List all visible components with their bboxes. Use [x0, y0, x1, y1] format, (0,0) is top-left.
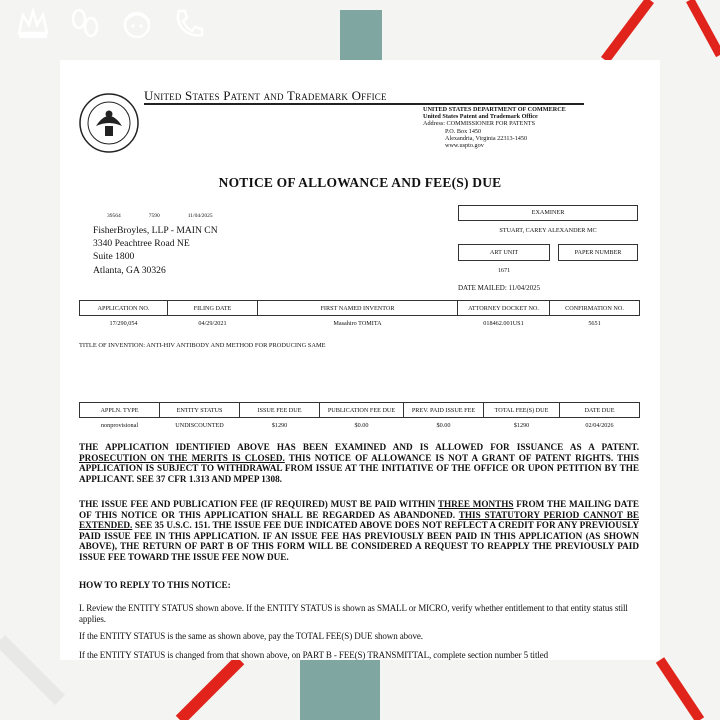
uspto-seal-icon — [78, 92, 140, 154]
paragraph-text: THE APPLICATION IDENTIFIED ABOVE HAS BEEN EXAMINED AND IS ALLOWED FOR ISSUANCE AS A PATENT. — [79, 442, 639, 452]
dept-line: United States Patent and Trademark Office — [423, 113, 538, 121]
address-line — [423, 120, 643, 127]
art-unit-value: 1671 — [497, 267, 511, 274]
office-header: United States Patent and Trademark Office — [144, 88, 387, 103]
address-line: FisherBroyles, LLP - MAIN CN — [93, 225, 218, 236]
recipient-address — [93, 224, 218, 277]
table-cell: $0.00 — [436, 422, 451, 430]
table-cell: $1290 — [271, 422, 288, 430]
department-block — [423, 106, 643, 149]
paragraph-underlined: PROSECUTION ON THE MERITS IS CLOSED. — [79, 452, 285, 463]
table-header: ENTITY STATUS — [160, 403, 240, 418]
teal-shape-top — [340, 10, 382, 60]
paragraph-underlined: THREE MONTHS — [437, 499, 514, 509]
fee-paragraph — [79, 499, 639, 563]
paragraph-text: FROM THE MAILING DATE OF THIS NOTICE OR THIS APPLICATION SHALL BE REGARDED AS ABANDONED. — [79, 499, 639, 520]
customer-number: 39564 — [107, 213, 121, 219]
reply-step: If the ENTITY STATUS is changed from that shown above, on PART B - FEE(S) TRANSMITTAL, complete section number 5 titled — [79, 650, 549, 660]
reply-step: If the ENTITY STATUS is the same as shown above, pay the TOTAL FEE(S) DUE shown above. — [79, 631, 423, 641]
form-code: 7590 — [148, 213, 160, 219]
table-header: PREV. PAID ISSUE FEE — [404, 403, 484, 418]
code-date: 11/04/2025 — [187, 213, 213, 219]
table-cell: 5651 — [588, 320, 601, 328]
table-cell: 04/29/2021 — [198, 320, 227, 328]
fee-table — [79, 402, 640, 434]
address-line: P.O. Box 1450 — [445, 127, 482, 135]
table-header: FIRST NAMED INVENTOR — [258, 301, 458, 316]
address-line: Suite 1800 — [93, 251, 135, 263]
howto-heading: HOW TO REPLY TO THIS NOTICE: — [79, 580, 231, 590]
table-cell: 018462.001US1 — [483, 320, 524, 328]
table-cell: nonprovisional — [100, 422, 139, 430]
paragraph-underlined: THIS STATUTORY PERIOD CANNOT BE EXTENDED. — [79, 509, 640, 531]
paragraph-text: SEE 35 U.S.C. 151. THE ISSUE FEE DUE INDICATED ABOVE DOES NOT REFLECT A CREDIT FOR ANY PREVIOUSLY PAID ISSUE FEE IN THIS APPLICATION. IF AN ISSUE FEE HAS PREVIOUSLY BEEN PAID IN THIS APPLICATION (AS SHOWN ABOVE), THE RETURN OF PART B OF THIS FORM WILL BE CONSIDERED A REQUEST TO REAPPLY THE PREVIOUSLY PAID ISSUE FEE TOWARD THE ISSUE FEE NOW DUE. — [79, 520, 639, 562]
allowance-paragraph — [79, 442, 639, 484]
teal-shape-bottom — [300, 660, 380, 720]
date-mailed: DATE MAILED: 11/04/2025 — [458, 284, 541, 292]
table-header: APPLN. TYPE — [80, 403, 160, 418]
table-cell: Masahiro TOMITA — [333, 320, 382, 328]
examiner-label: EXAMINER — [458, 205, 638, 221]
table-header: ATTORNEY DOCKET NO. — [458, 301, 550, 316]
application-table — [79, 300, 640, 332]
table-cell: $0.00 — [354, 422, 369, 430]
address-line: 3340 Peachtree Road NE — [93, 238, 190, 250]
notice-document — [60, 60, 660, 660]
table-header: APPLICATION NO. — [80, 301, 168, 316]
address-label: Address: — [423, 120, 445, 128]
table-header: CONFIRMATION NO. — [550, 301, 640, 316]
footprints-icon — [66, 4, 104, 42]
document-title: NOTICE OF ALLOWANCE AND FEE(S) DUE — [218, 175, 502, 190]
table-cell: UNDISCOUNTED — [175, 422, 224, 430]
address-line: Alexandria, Virginia 22313-1450 — [445, 134, 528, 142]
table-cell: 17/290,054 — [109, 320, 138, 328]
paper-number-label: PAPER NUMBER — [558, 244, 638, 261]
paragraph-text: THE ISSUE FEE AND PUBLICATION FEE (IF REQUIRED) MUST BE PAID WITHIN — [79, 499, 438, 509]
reference-codes — [107, 213, 213, 219]
table-cell: $1290 — [513, 422, 530, 430]
crown-icon — [14, 4, 52, 42]
table-header: FILING DATE — [168, 301, 258, 316]
header-rule — [144, 103, 584, 105]
table-header: PUBLICATION FEE DUE — [320, 403, 404, 418]
website: www.uspto.gov — [445, 142, 484, 150]
table-header: TOTAL FEE(S) DUE — [484, 403, 560, 418]
address-line: Atlanta, GA 30326 — [93, 264, 166, 276]
title-of-invention: TITLE OF INVENTION: ANTI-HIV ANTIBODY AND METHOD FOR PRODUCING SAME — [79, 342, 326, 349]
dept-line: UNITED STATES DEPARTMENT OF COMMERCE — [423, 106, 566, 113]
table-header: DATE DUE — [560, 403, 640, 418]
paragraph-text: THIS NOTICE OF ALLOWANCE IS NOT A GRANT OF PATENT RIGHTS. THIS APPLICATION IS SUBJECT TO WITHDRAWAL FROM ISSUE AT THE INITIATIVE OF THE OFFICE OR UPON PETITION BY THE APPLICANT. SEE 37 CFR 1.313 AND MPEP 1308. — [79, 452, 639, 484]
turban-face-icon — [118, 4, 156, 42]
address-value: COMMISSIONER FOR PATENTS — [446, 120, 536, 128]
top-icon-bar — [14, 4, 208, 42]
examiner-name: STUART, CAREY ALEXANDER MC — [499, 227, 597, 234]
table-cell: 02/04/2026 — [585, 422, 614, 430]
phone-icon — [170, 4, 208, 42]
reply-step: I. Review the ENTITY STATUS shown above. If the ENTITY STATUS is shown as SMALL or MICRO, verify whether entitlement to that entity status still applies. — [79, 603, 628, 624]
table-header: ISSUE FEE DUE — [240, 403, 320, 418]
art-unit-label: ART UNIT — [458, 244, 550, 261]
